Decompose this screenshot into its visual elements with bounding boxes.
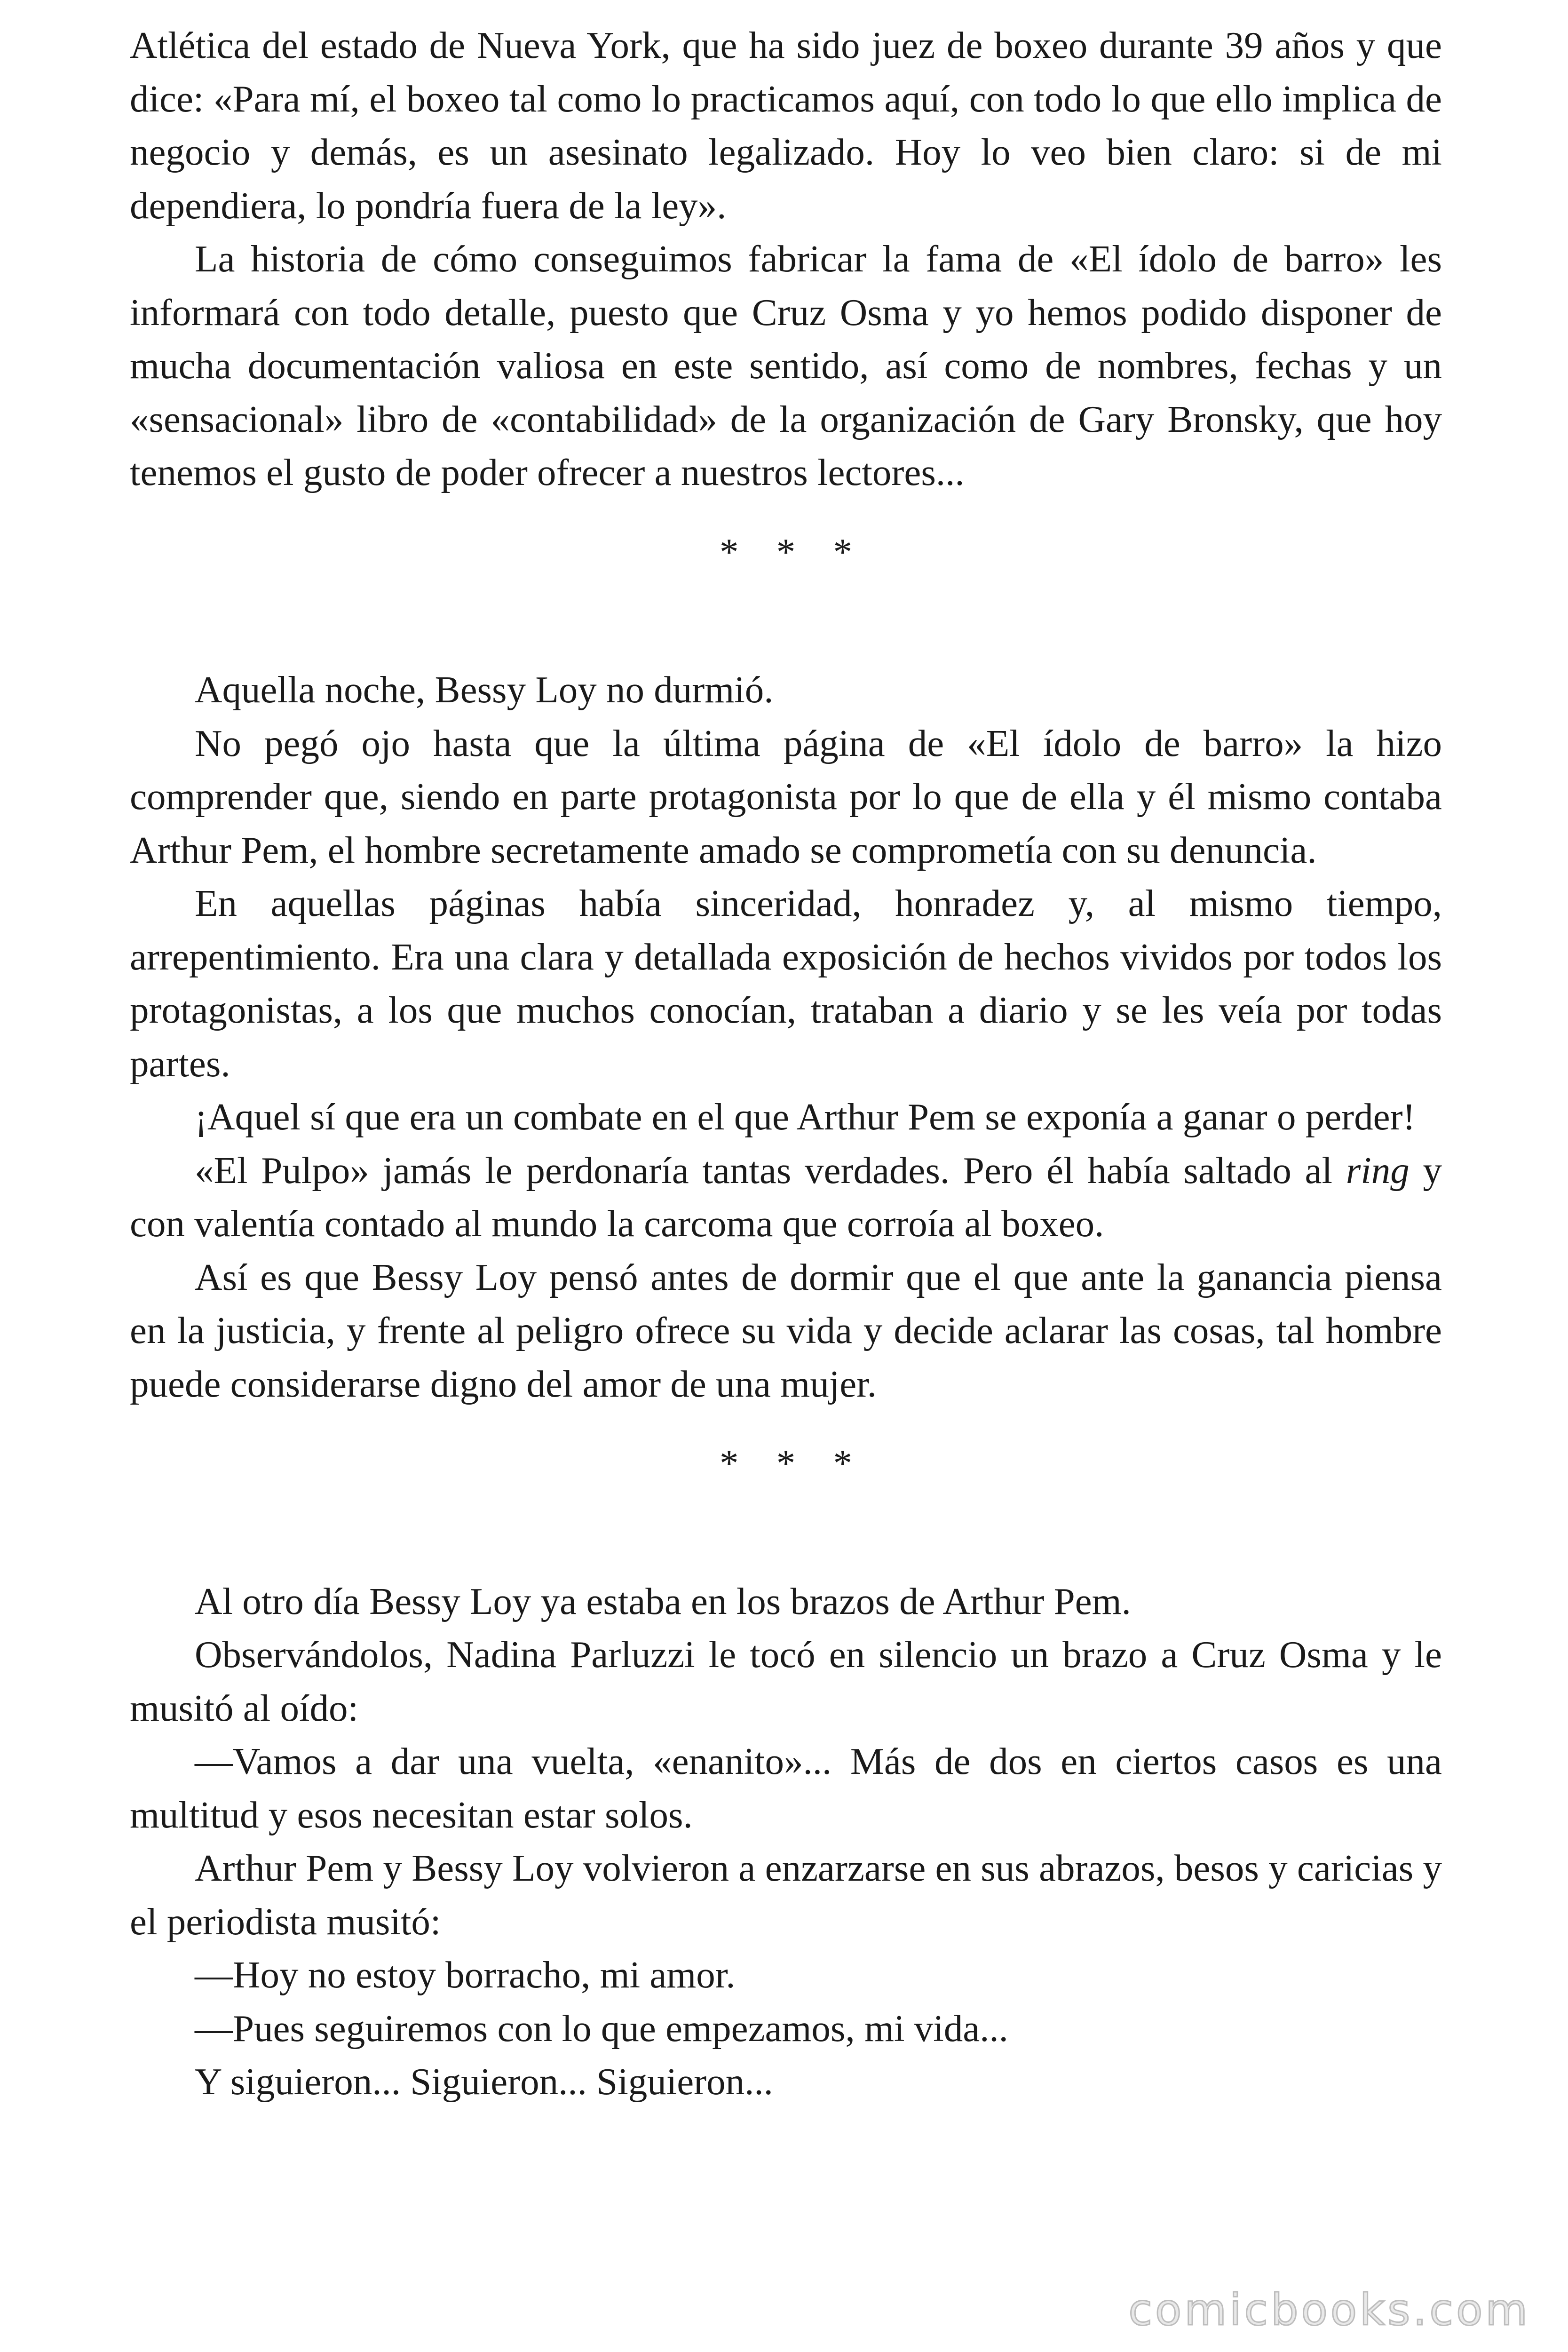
section-separator: * * * — [720, 1442, 866, 1484]
paragraph: Arthur Pem y Bessy Loy volvieron a enzarzarse en sus abrazos, besos y caricias y el periodista musitó: — [130, 1847, 1442, 1943]
section-separator: * * * — [720, 530, 866, 573]
paragraph: ¡Aquel sí que era un combate en el que Arthur Pem se exponía a ganar o perder! — [195, 1096, 1416, 1138]
paragraph-text: «El Pulpo» jamás le perdonaría tantas verdades. Pero él había saltado al — [195, 1149, 1346, 1192]
paragraph: —Hoy no estoy borracho, mi amor. — [195, 1954, 736, 1996]
paragraph: Y siguieron... Siguieron... Siguieron... — [195, 2060, 773, 2103]
paragraph: —Pues seguiremos con lo que empezamos, mi vida... — [195, 2007, 1008, 2050]
paragraph: Así es que Bessy Loy pensó antes de dormir que el que ante la ganancia piensa en la justicia, y frente al peligro ofrece su vida y decide aclarar las cosas, tal hombre puede considerarse digno del amor de una mujer. — [130, 1255, 1442, 1405]
paragraph: —Vamos a dar una vuelta, «enanito»... Más de dos en ciertos casos es una multitud y esos necesitan estar solos. — [130, 1740, 1442, 1836]
italic-word: ring — [1346, 1149, 1410, 1192]
watermark: comicbooks.com — [1128, 2285, 1530, 2335]
paragraph: No pegó ojo hasta que la última página de «El ídolo de barro» la hizo comprender que, siendo en parte protagonista por lo que de ella y él mismo contaba Arthur Pem, el hombre secretamente amado se comprometía con su denuncia. — [130, 722, 1442, 871]
paragraph: Al otro día Bessy Loy ya estaba en los brazos de Arthur Pem. — [195, 1580, 1131, 1622]
paragraph-pulpo — [130, 1144, 1442, 1251]
paragraph: La historia de cómo conseguimos fabricar la fama de «El ídolo de barro» les informará con todo detalle, puesto que Cruz Osma y yo hemos podido disponer de mucha documentación valiosa en este sentido, así como de nombres, fechas y un «sensacional» libro de «contabilidad» de la organización de Gary Bronsky, que hoy tenemos el gusto de poder ofrecer a nuestros lectores... — [130, 238, 1442, 493]
paragraph: Observándolos, Nadina Parluzzi le tocó en silencio un brazo a Cruz Osma y le musitó al oído: — [130, 1633, 1442, 1729]
document-page — [130, 19, 1442, 2109]
paragraph: Atlética del estado de Nueva York, que ha sido juez de boxeo durante 39 años y que dice: «Para mí, el boxeo tal como lo practicamos aquí, con todo lo que ello implica de negocio y demás, es un asesinato legalizado. Hoy lo veo bien claro: si de mi dependiera, lo pondría fuera de la ley». — [130, 24, 1442, 227]
paragraph: Aquella noche, Bessy Loy no durmió. — [195, 668, 774, 711]
paragraph: En aquellas páginas había sinceridad, honradez y, al mismo tiempo, arrepentimiento. Era una clara y detallada exposición de hechos vividos por todos los protagonistas, a los que muchos conocían, trataban a diario y se les veía por todas partes. — [130, 882, 1442, 1085]
paragraph-text: y con valentía contado al mundo la carcoma que corroía al boxeo. — [130, 1149, 1442, 1245]
